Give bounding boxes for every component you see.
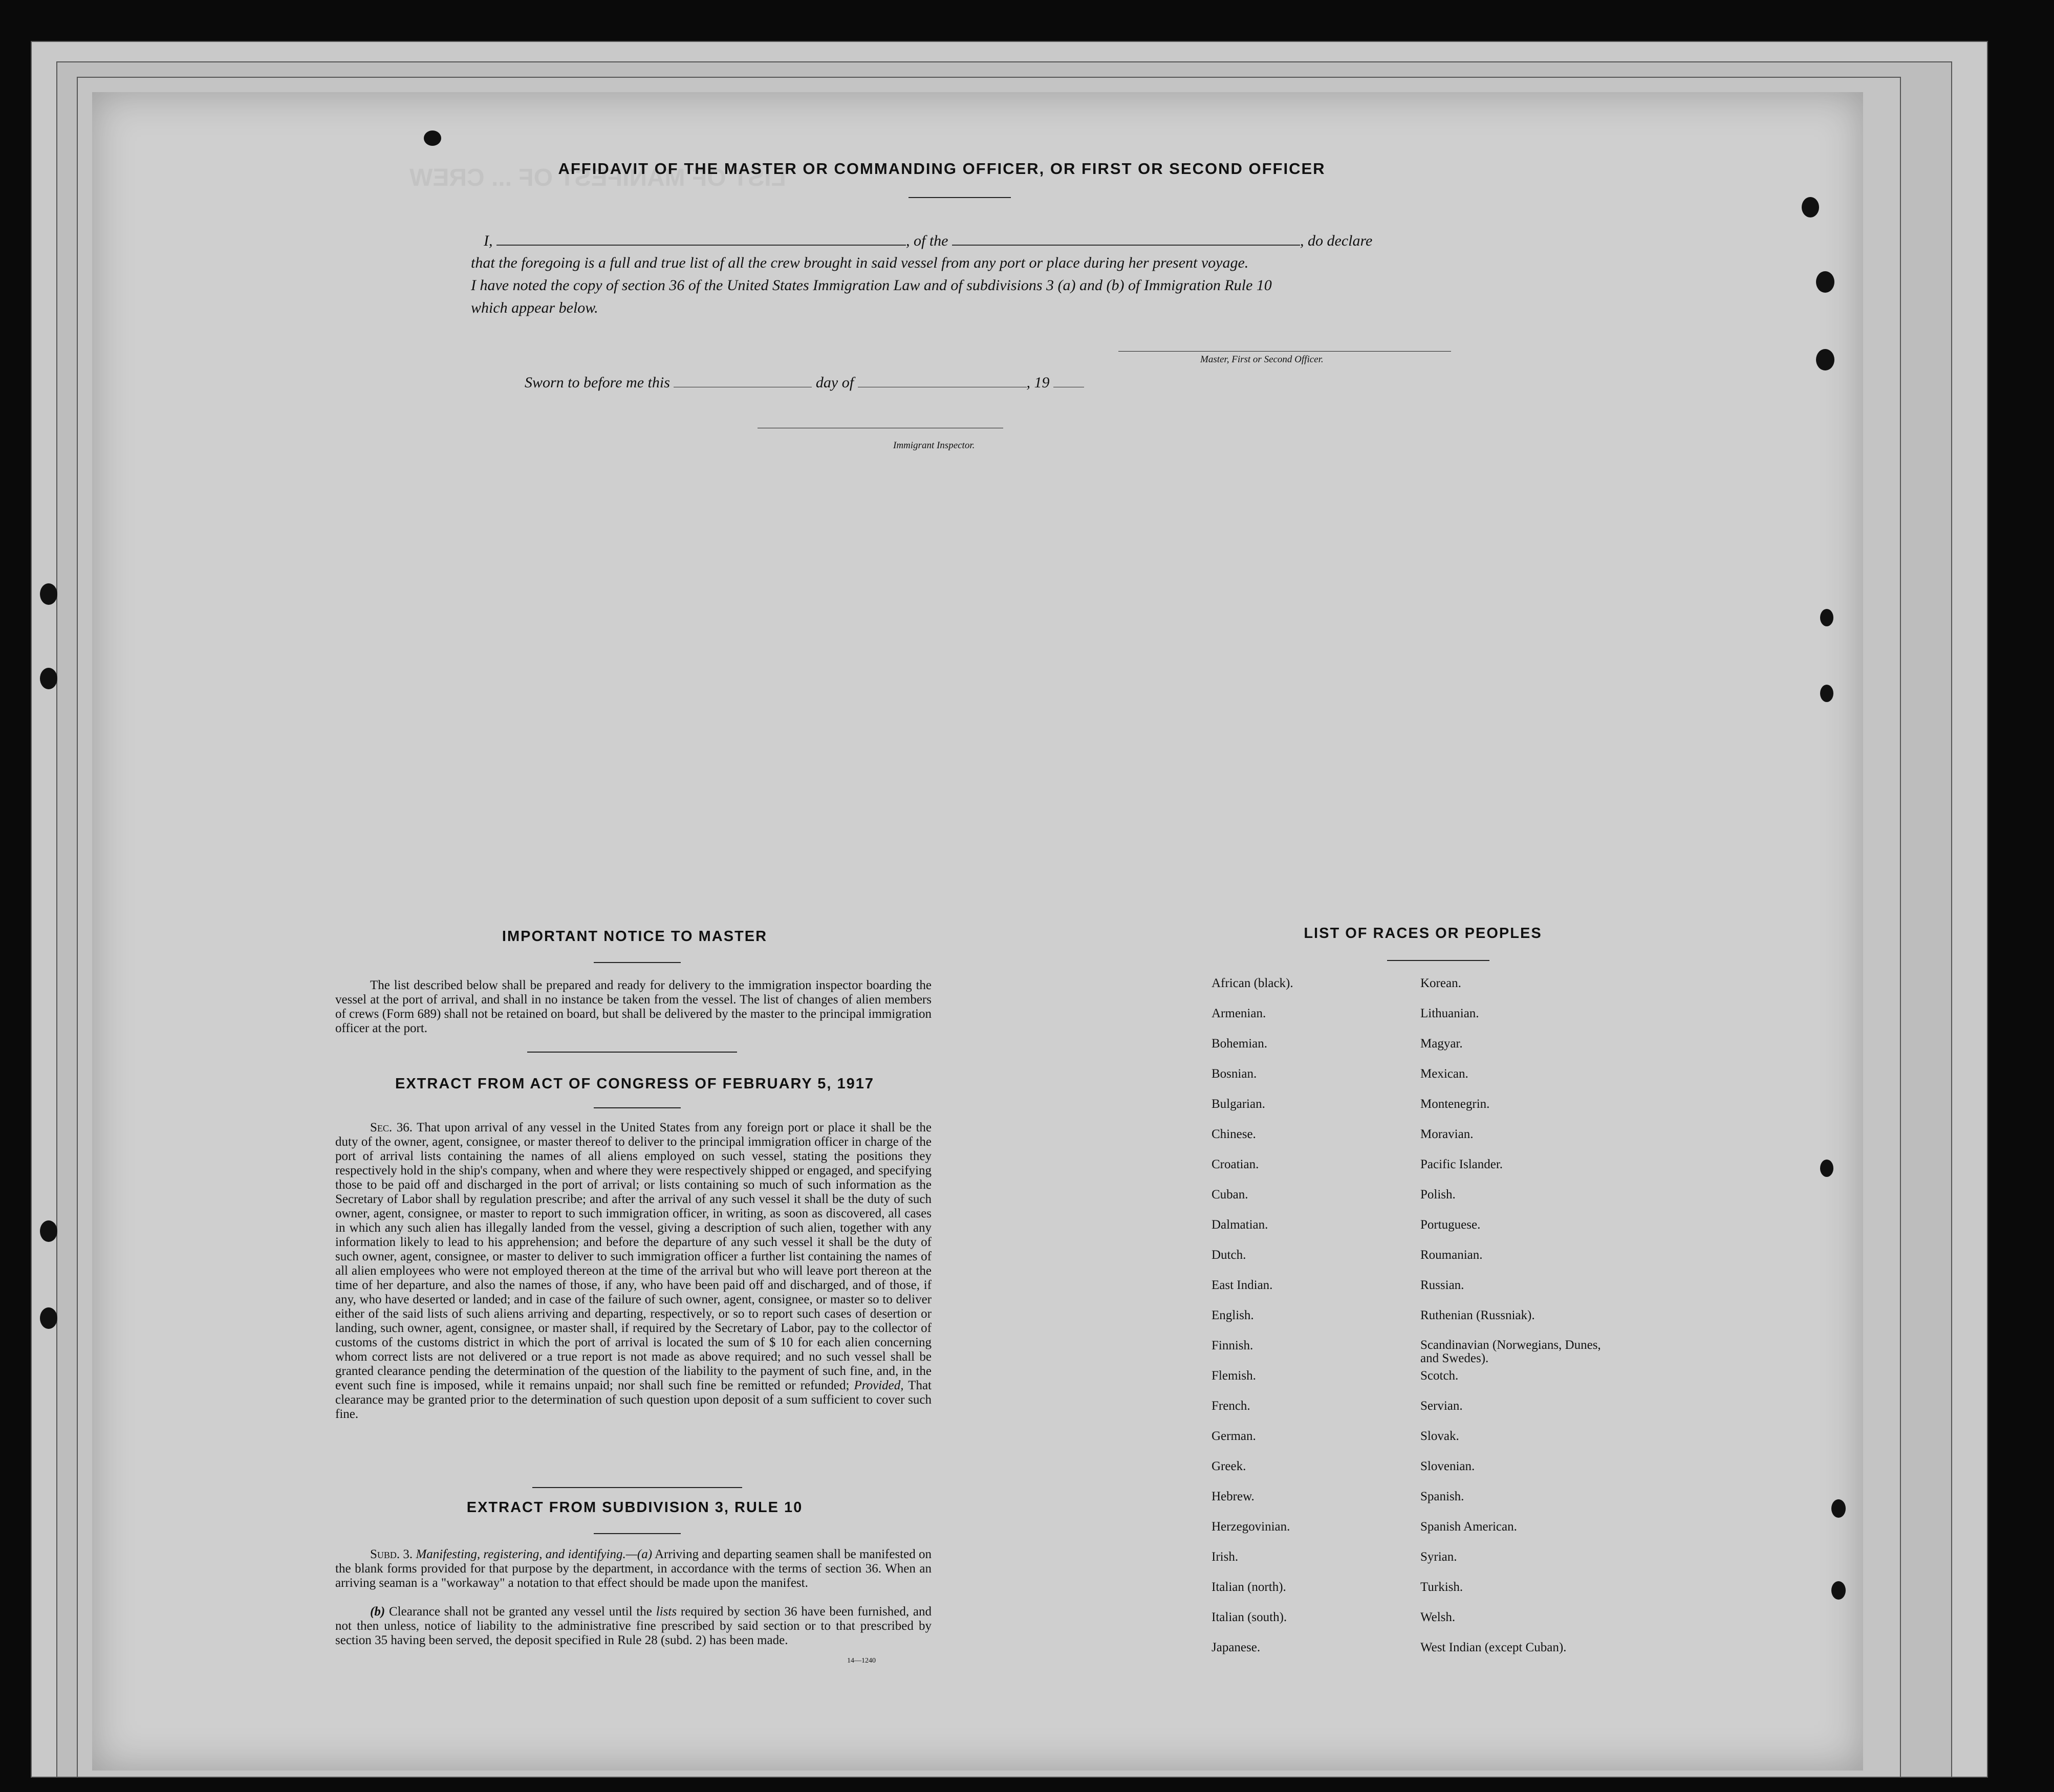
sworn-month-field[interactable]: [858, 373, 1027, 387]
sec-label: Sec. 36.: [370, 1121, 413, 1134]
inspector-signature-label: Immigrant Inspector.: [893, 440, 975, 451]
race-item: Slovenian.: [1420, 1459, 1475, 1473]
sworn-line: [525, 371, 1190, 394]
affidavit-title: AFFIDAVIT OF THE MASTER OR COMMANDING OFFICER, OR FIRST OR SECOND OFFICER: [558, 160, 1326, 178]
race-item: Lithuanian.: [1420, 1007, 1479, 1020]
notice-body: The list described below shall be prepared and ready for delivery to the immigration inspector boarding the vessel at the port of arrival, and shall in no instance be taken from the vessel. The list of changes of alien members of crews (Form 689) shall not be retained on board, but shall be delivered by the master to the principal immigration officer at the port.: [335, 978, 932, 1035]
binder-hole: [40, 668, 57, 689]
race-item: French.: [1212, 1399, 1250, 1413]
text: , 19: [1026, 374, 1050, 391]
para-b-lists: lists: [656, 1605, 677, 1619]
binder-hole: [1816, 349, 1834, 370]
race-item: Roumanian.: [1420, 1248, 1483, 1262]
race-item: Mexican.: [1420, 1067, 1468, 1081]
text: , of the: [906, 232, 948, 249]
race-item: Chinese.: [1212, 1127, 1256, 1141]
divider: [594, 1107, 681, 1108]
affidavit-line-2: that the foregoing is a full and true list of all the crew brought in said vessel from any port or place during her present voyage.: [471, 254, 1249, 271]
binder-hole: [1820, 685, 1833, 702]
race-item: Japanese.: [1212, 1641, 1261, 1654]
binder-hole: [40, 1220, 57, 1242]
race-item: Bohemian.: [1212, 1037, 1268, 1051]
race-item: Spanish.: [1420, 1490, 1464, 1503]
race-item: Moravian.: [1420, 1127, 1474, 1141]
affidavit-line-1: [484, 229, 1456, 252]
race-item: Ruthenian (Russniak).: [1420, 1308, 1535, 1322]
race-item: Magyar.: [1420, 1037, 1463, 1051]
race-item: Polish.: [1420, 1188, 1456, 1201]
race-item: Dalmatian.: [1212, 1218, 1268, 1232]
binder-hole: [1831, 1499, 1846, 1518]
race-item: Pacific Islander.: [1420, 1157, 1503, 1171]
rule-title: EXTRACT FROM SUBDIVISION 3, RULE 10: [466, 1499, 803, 1516]
race-item: Dutch.: [1212, 1248, 1246, 1262]
form-number: 14—1240: [847, 1657, 876, 1665]
rule-para-a: [335, 1547, 932, 1590]
rule-para-b: [335, 1605, 932, 1648]
binder-hole: [1831, 1581, 1846, 1600]
divider: [527, 1052, 737, 1053]
race-item: Italian (south).: [1212, 1610, 1287, 1624]
race-item: Scotch.: [1420, 1369, 1459, 1383]
sworn-day-field[interactable]: [674, 373, 812, 387]
binder-hole: [1820, 609, 1833, 626]
act-body: [335, 1121, 932, 1422]
race-item: Finnish.: [1212, 1339, 1253, 1352]
subd-label: Subd. 3.: [370, 1547, 413, 1561]
divider: [594, 1533, 681, 1534]
text: I,: [484, 232, 493, 249]
para-b-text-1: Clearance shall not be granted any vessel until the: [389, 1605, 652, 1619]
sworn-year-field[interactable]: [1053, 373, 1084, 387]
master-signature-label: Master, First or Second Officer.: [1200, 354, 1324, 365]
divider: [594, 962, 681, 963]
bleedthrough-header: LIST OF MANIFEST OF ... CREW: [409, 164, 786, 191]
race-item: East Indian.: [1212, 1278, 1273, 1292]
proviso-label: Provided,: [854, 1379, 904, 1392]
binder-hole: [40, 1307, 57, 1329]
affidavit-line-4: which appear below.: [471, 299, 598, 316]
divider: [909, 197, 1011, 198]
race-item: Welsh.: [1420, 1610, 1456, 1624]
race-item: African (black).: [1212, 976, 1293, 990]
binder-hole: [40, 583, 57, 605]
races-left-column: [1212, 976, 1293, 1671]
affidavit-line-3: I have noted the copy of section 36 of the United States Immigration Law and of subdivisions 3 (a) and (b) of Immigration Rule 10: [471, 277, 1272, 294]
race-item: Greek.: [1212, 1459, 1246, 1473]
binder-hole: [1820, 1160, 1833, 1177]
races-right-column: [1420, 976, 1615, 1671]
race-item: English.: [1212, 1308, 1254, 1322]
race-item: Herzegovinian.: [1212, 1520, 1290, 1534]
race-item: West Indian (except Cuban).: [1420, 1641, 1567, 1654]
race-item: Spanish American.: [1420, 1520, 1517, 1534]
master-name-field[interactable]: [496, 229, 906, 246]
race-item: Croatian.: [1212, 1157, 1259, 1171]
para-b-text-2: required by section 36 have been furnished, and not then unless, notice of liability to the administrative fine prescribed by said section or to that prescribed by section 35 having been served, the deposit specified in Rule 28 (subd. 2) has been made.: [335, 1605, 932, 1647]
text: Sworn to before me this: [525, 374, 670, 391]
binder-hole: [424, 130, 441, 146]
binder-hole: [1802, 197, 1819, 217]
race-item: Italian (north).: [1212, 1580, 1286, 1594]
race-item: Armenian.: [1212, 1007, 1266, 1020]
races-title: LIST OF RACES OR PEOPLES: [1304, 925, 1542, 942]
act-title: EXTRACT FROM ACT OF CONGRESS OF FEBRUARY 5, 1917: [395, 1076, 875, 1092]
b-label: (b): [370, 1605, 385, 1619]
race-item: Cuban.: [1212, 1188, 1248, 1201]
master-signature-line[interactable]: [1118, 351, 1451, 352]
subd-heading: Manifesting, registering, and identifying.—(a): [416, 1547, 653, 1561]
race-item: Servian.: [1420, 1399, 1463, 1413]
race-item: Scandinavian (Norwegians, Dunes, and Swedes).: [1420, 1338, 1601, 1365]
race-item: Russian.: [1420, 1278, 1464, 1292]
race-item: Portuguese.: [1420, 1218, 1481, 1232]
race-item: Korean.: [1420, 976, 1461, 990]
text: , do declare: [1300, 232, 1373, 249]
notice-title: IMPORTANT NOTICE TO MASTER: [502, 928, 768, 945]
race-item: Bulgarian.: [1212, 1097, 1265, 1111]
race-item: Flemish.: [1212, 1369, 1256, 1383]
act-text: That upon arrival of any vessel in the United States from any foreign port or place it shall be the duty of the owner, agent, consignee, or master thereof to deliver to the principal immigration officer in charge of the port of arrival lists containing the names of all aliens employed on such vessel, stating the positions they respectively hold in the ship's company, when and where they were respectively shipped or engaged, and specifying those to be paid off and discharged in the port of arrival; or lists containing so much of such information as the Secretary of Labor shall by regulation prescribe; and after the arrival of any such vessel it shall be the duty of such owner, agent, consignee, or master to report to such immigration officer, in writing, as soon as discovered, all cases in which any such alien has illegally landed from the vessel, giving a description of such alien, together with any information likely to lead to his apprehension; and before the departure of any such vessel it shall be the duty of such owner, agent, consignee, or master to deliver to such immigration officer a further list containing the names of all alien employees who were not employed thereon at the time of the arrival but who will leave port thereon at the time of her departure, and also the names of those, if any, who have been paid off and discharged, and of those, if any, who have deserted or landed; and in case of the failure of such owner, agent, consignee, or master so to deliver either of the said lists of such aliens arriving and departing, respectively, or so to report such cases of desertion or landing, such owner, agent, consignee, or master shall, if required by the Secretary of Labor, pay to the collector of customs of the customs district in which the port of arrival is located the sum of $ 10 for each alien concerning whom correct lists are not delivered or a true report is not made as above required; and no such vessel shall be granted clearance pending the determination of the question of the liability to the payment of such fine, and, in the event such fine is imposed, while it remains unpaid; nor shall such fine be remitted or refunded;: [335, 1121, 932, 1392]
para-a-text: Arriving and departing seamen shall be manifested on the blank forms provided for that purpose by the department, in accordance with the terms of section 36. When an arriving seaman is a "workaway" a notation to that effect should be made upon the manifest.: [335, 1547, 932, 1590]
divider: [1387, 960, 1489, 961]
race-item: Syrian.: [1420, 1550, 1457, 1564]
binder-hole: [1816, 271, 1834, 293]
vessel-name-field[interactable]: [952, 229, 1300, 246]
text: day of: [815, 374, 854, 391]
race-item: Montenegrin.: [1420, 1097, 1490, 1111]
race-item: Turkish.: [1420, 1580, 1463, 1594]
race-item: Irish.: [1212, 1550, 1239, 1564]
proviso-text: That clearance may be granted prior to the determination of such question upon deposit of a sum sufficient to cover such fine.: [335, 1379, 932, 1421]
race-item: Bosnian.: [1212, 1067, 1257, 1081]
divider: [532, 1487, 742, 1488]
race-item: Hebrew.: [1212, 1490, 1255, 1503]
race-item: Slovak.: [1420, 1429, 1459, 1443]
race-item: German.: [1212, 1429, 1256, 1443]
